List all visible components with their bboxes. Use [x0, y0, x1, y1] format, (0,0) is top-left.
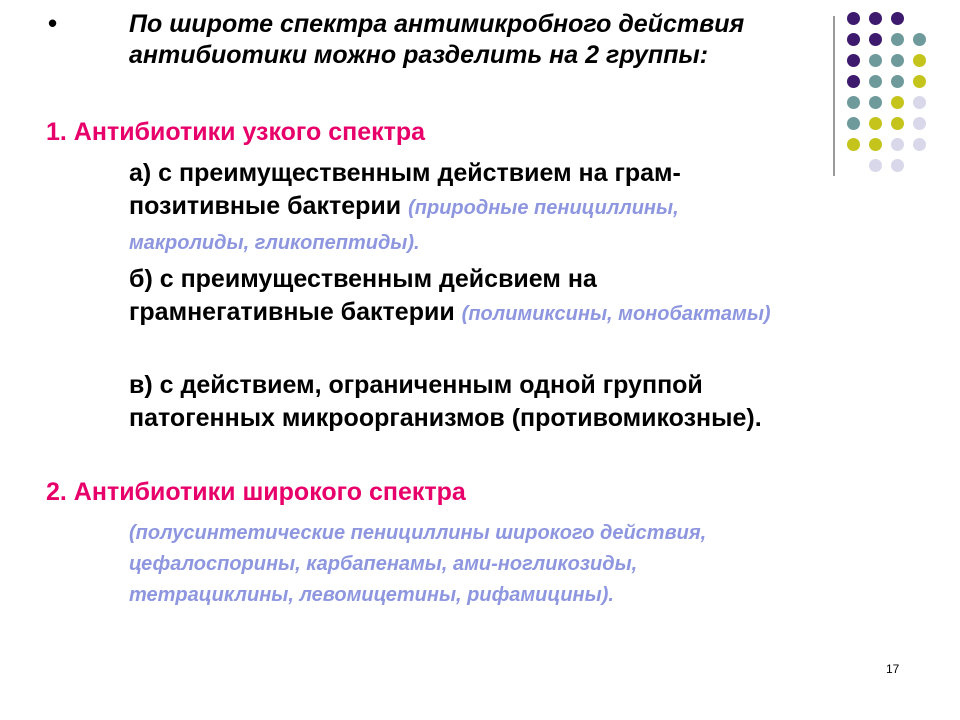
group1-item-b-note: (полимиксины, монобактамы)	[461, 303, 771, 325]
decorative-dot	[869, 75, 882, 88]
decorative-dot	[847, 54, 860, 67]
page-number: 17	[886, 662, 900, 676]
group1-item-a-note: (природные пенициллины, макролиды, гликопептиды).	[129, 197, 679, 254]
decorative-dot	[847, 75, 860, 88]
decorative-dot	[891, 96, 904, 109]
decorative-dot	[891, 54, 904, 67]
decorative-dot	[913, 33, 926, 46]
decorative-dot	[913, 138, 926, 151]
decorative-dot	[913, 117, 926, 130]
decorative-dot	[847, 117, 860, 130]
group1-item-c	[129, 369, 789, 435]
intro-text: По широте спектра антимикробного действия антибиотики можно разделить на 2 группы:	[129, 10, 745, 69]
decorative-dot	[847, 96, 860, 109]
decorative-dot	[913, 96, 926, 109]
decorative-dot	[847, 33, 860, 46]
decorative-divider-line	[833, 16, 835, 176]
group1-heading: 1. Антибиотики узкого спектра	[46, 118, 426, 146]
decorative-dot	[891, 12, 904, 25]
decorative-dot	[891, 75, 904, 88]
decorative-dot	[891, 33, 904, 46]
decorative-dot	[847, 138, 860, 151]
decorative-dot-grid	[846, 12, 946, 162]
intro-bullet: •	[48, 8, 58, 38]
decorative-dot	[913, 54, 926, 67]
group1-item-b-text: б) с преимущественным дейсвием на грамнегативные бактерии	[129, 265, 597, 326]
decorative-dot	[913, 75, 926, 88]
group1-item-b	[129, 263, 789, 331]
group2-heading: 2. Антибиотики широкого спектра	[46, 478, 466, 506]
decorative-dot	[869, 117, 882, 130]
group2-examples: (полусинтетические пенициллины широкого действия, цефалоспорины, карбапенамы, ами-ногликозиды, тетрациклины, левомицетины, рифамицины).	[129, 522, 707, 606]
decorative-dot	[869, 138, 882, 151]
decorative-dot	[869, 159, 882, 172]
decorative-dot	[891, 159, 904, 172]
group1-item-a	[129, 157, 789, 260]
decorative-dot	[869, 12, 882, 25]
decorative-dot	[847, 12, 860, 25]
decorative-dot	[869, 33, 882, 46]
group1-item-a-text: а) с преимущественным действием на грам-позитивные бактерии	[129, 159, 681, 220]
decorative-dot	[869, 54, 882, 67]
decorative-dot	[891, 117, 904, 130]
decorative-dot	[891, 138, 904, 151]
decorative-dot	[869, 96, 882, 109]
group1-item-c-text: в) с действием, ограниченным одной группой патогенных микроорганизмов (противомикозные).	[129, 371, 762, 432]
